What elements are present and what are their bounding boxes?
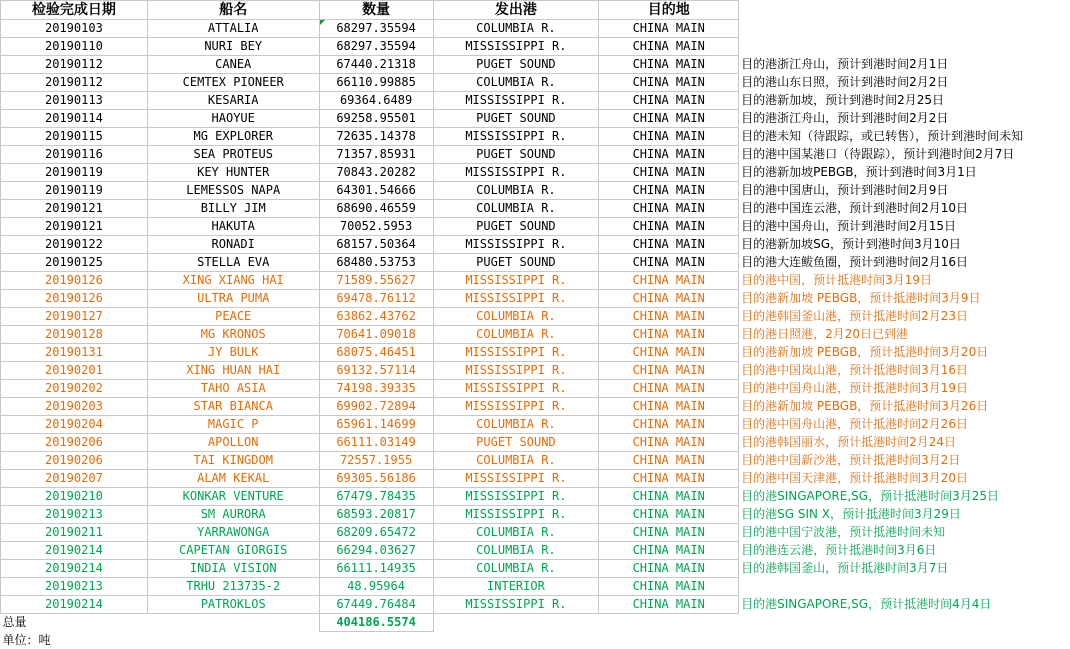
cell-note[interactable]: 目的港新加坡，预计到港时间2月25日 (741, 93, 945, 107)
cell-note[interactable]: 目的港中国舟山港，预计抵港时间3月19日 (741, 381, 969, 395)
cell-qty[interactable]: 66111.03149 (319, 434, 433, 452)
table-row (1, 470, 1070, 488)
cell-date[interactable]: 20190202 (1, 380, 148, 398)
table-row (1, 380, 1070, 398)
total-empty-cell[interactable] (433, 614, 599, 632)
total-empty-cell[interactable] (599, 614, 739, 632)
cell-port[interactable]: MISSISSIPPI R. (433, 470, 599, 488)
cell-ship[interactable]: MAGIC P (147, 416, 319, 434)
cell-qty[interactable]: 69305.56186 (319, 470, 433, 488)
cell-ship[interactable]: APOLLON (147, 434, 319, 452)
header-qty[interactable]: 数量 (319, 1, 433, 20)
cell-port[interactable]: INTERIOR (433, 578, 599, 596)
cell-note[interactable]: 目的港SINGAPORE,SG，预计抵港时间4月4日 (741, 597, 992, 611)
cell-ship[interactable]: LEMESSOS NAPA (147, 182, 319, 200)
cell-date[interactable]: 20190110 (1, 38, 148, 56)
cell-date[interactable]: 20190201 (1, 362, 148, 380)
cell-port[interactable]: MISSISSIPPI R. (433, 236, 599, 254)
cell-date[interactable]: 20190116 (1, 146, 148, 164)
cell-ship[interactable]: STAR BIANCA (147, 398, 319, 416)
cell-date[interactable]: 20190213 (1, 578, 148, 596)
cell-ship[interactable]: SEA PROTEUS (147, 146, 319, 164)
cell-date[interactable]: 20190211 (1, 524, 148, 542)
cell-date[interactable]: 20190125 (1, 254, 148, 272)
cell-dest[interactable]: CHINA MAIN (599, 524, 739, 542)
cell-qty[interactable]: 74198.39335 (319, 380, 433, 398)
cell-ship[interactable]: ULTRA PUMA (147, 290, 319, 308)
cell-port[interactable]: MISSISSIPPI R. (433, 38, 599, 56)
cell-ship[interactable]: TRHU 213735-2 (147, 578, 319, 596)
table-row (1, 182, 1070, 200)
cell-date[interactable]: 20190127 (1, 308, 148, 326)
table-row (1, 308, 1070, 326)
cell-dest[interactable]: CHINA MAIN (599, 398, 739, 416)
cell-port[interactable]: PUGET SOUND (433, 434, 599, 452)
cell-dest[interactable]: CHINA MAIN (599, 92, 739, 110)
table-row (1, 596, 1070, 614)
cell-dest[interactable]: CHINA MAIN (599, 290, 739, 308)
cell-ship[interactable]: RONADI (147, 236, 319, 254)
cell-ship[interactable]: BILLY JIM (147, 200, 319, 218)
cell-qty[interactable]: 68209.65472 (319, 524, 433, 542)
cell-qty[interactable]: 67440.21318 (319, 56, 433, 74)
table-row (1, 218, 1070, 236)
cell-qty[interactable]: 69258.95501 (319, 110, 433, 128)
cell-note[interactable]: 目的港新加坡PEBGB，预计到港时间3月1日 (741, 165, 977, 179)
cell-qty[interactable]: 72557.1955 (319, 452, 433, 470)
cell-port[interactable]: MISSISSIPPI R. (433, 128, 599, 146)
cell-port[interactable]: COLUMBIA R. (433, 542, 599, 560)
cell-note[interactable] (739, 38, 1070, 56)
cell-ship[interactable]: TAI KINGDOM (147, 452, 319, 470)
table-row (1, 560, 1070, 578)
cell-date[interactable]: 20190112 (1, 56, 148, 74)
table-row (1, 542, 1070, 560)
cell-date[interactable]: 20190126 (1, 272, 148, 290)
table-row (1, 200, 1070, 218)
table-row (1, 56, 1070, 74)
cell-date[interactable]: 20190206 (1, 434, 148, 452)
table-row (1, 254, 1070, 272)
cell-ship[interactable]: INDIA VISION (147, 560, 319, 578)
cell-ship[interactable]: ATTALIA (147, 20, 319, 38)
cell-ship[interactable]: XING XIANG HAI (147, 272, 319, 290)
table-row (1, 488, 1070, 506)
cell-date[interactable]: 20190207 (1, 470, 148, 488)
cell-port[interactable]: MISSISSIPPI R. (433, 488, 599, 506)
cell-qty[interactable]: 70843.20282 (319, 164, 433, 182)
cell-qty[interactable]: 66294.03627 (319, 542, 433, 560)
cell-date[interactable]: 20190131 (1, 344, 148, 362)
cell-qty[interactable]: 69132.57114 (319, 362, 433, 380)
cell-qty[interactable]: 68480.53753 (319, 254, 433, 272)
table-row (1, 92, 1070, 110)
table-row (1, 20, 1070, 38)
cell-note[interactable]: 目的港韩国釜山港，预计抵港时间2月23日 (741, 309, 969, 323)
cell-note[interactable]: 目的港SG SIN X，预计抵港时间3月29日 (741, 507, 961, 521)
cell-date[interactable]: 20190122 (1, 236, 148, 254)
cell-note[interactable]: 目的港中国舟山港，预计抵港时间2月26日 (741, 417, 969, 431)
cell-dest[interactable]: CHINA MAIN (599, 146, 739, 164)
cell-qty[interactable]: 69902.72894 (319, 398, 433, 416)
cell-date[interactable]: 20190210 (1, 488, 148, 506)
cell-dest[interactable]: CHINA MAIN (599, 74, 739, 92)
header-dest[interactable]: 目的地 (599, 1, 739, 20)
cell-note[interactable]: 目的港中国岚山港，预计抵港时间3月16日 (741, 363, 969, 377)
cell-port[interactable]: PUGET SOUND (433, 56, 599, 74)
cell-note[interactable]: 目的港韩国釜山，预计抵港时间3月7日 (741, 561, 949, 575)
cell-date[interactable]: 20190113 (1, 92, 148, 110)
cell-ship[interactable]: TAHO ASIA (147, 380, 319, 398)
cell-dest[interactable]: CHINA MAIN (599, 344, 739, 362)
header-date[interactable]: 检验完成日期 (1, 1, 148, 20)
table-row (1, 452, 1070, 470)
cell-date[interactable]: 20190214 (1, 560, 148, 578)
cell-port[interactable]: MISSISSIPPI R. (433, 164, 599, 182)
cell-date[interactable]: 20190115 (1, 128, 148, 146)
cell-port[interactable]: PUGET SOUND (433, 218, 599, 236)
cell-dest[interactable]: CHINA MAIN (599, 488, 739, 506)
table-row (1, 146, 1070, 164)
cell-note[interactable]: 目的港中国唐山，预计到港时间2月9日 (741, 183, 949, 197)
cell-qty[interactable]: 72635.14378 (319, 128, 433, 146)
cell-note[interactable] (739, 578, 1070, 596)
cell-dest[interactable]: CHINA MAIN (599, 542, 739, 560)
cell-ship[interactable]: KONKAR VENTURE (147, 488, 319, 506)
cell-note[interactable]: 目的港山东日照，预计到港时间2月2日 (741, 75, 949, 89)
cell-port[interactable]: PUGET SOUND (433, 146, 599, 164)
cell-note[interactable]: 目的港未知（待跟踪，或已转售），预计到港时间未知 (741, 129, 1024, 143)
cell-dest[interactable]: CHINA MAIN (599, 110, 739, 128)
cell-port[interactable]: PUGET SOUND (433, 110, 599, 128)
cell-dest[interactable]: CHINA MAIN (599, 200, 739, 218)
cell-dest[interactable]: CHINA MAIN (599, 182, 739, 200)
cell-ship[interactable]: MG KRONOS (147, 326, 319, 344)
cell-qty[interactable]: 69478.76112 (319, 290, 433, 308)
cell-dest[interactable]: CHINA MAIN (599, 326, 739, 344)
cell-date[interactable]: 20190112 (1, 74, 148, 92)
cell-qty[interactable]: 71357.85931 (319, 146, 433, 164)
header-port[interactable]: 发出港 (433, 1, 599, 20)
cell-date[interactable]: 20190203 (1, 398, 148, 416)
cell-port[interactable]: COLUMBIA R. (433, 416, 599, 434)
cell-ship[interactable]: STELLA EVA (147, 254, 319, 272)
cell-dest[interactable]: CHINA MAIN (599, 578, 739, 596)
cell-qty[interactable]: 70052.5953 (319, 218, 433, 236)
cell-ship[interactable]: KESARIA (147, 92, 319, 110)
cell-date[interactable]: 20190128 (1, 326, 148, 344)
cell-date[interactable]: 20190119 (1, 164, 148, 182)
cell-date[interactable]: 20190121 (1, 200, 148, 218)
cell-qty[interactable]: 64301.54666 (319, 182, 433, 200)
cell-note[interactable]: 目的港中国，预计抵港时间3月19日 (741, 273, 933, 287)
cell-port[interactable]: MISSISSIPPI R. (433, 92, 599, 110)
cell-port[interactable]: COLUMBIA R. (433, 308, 599, 326)
cell-dest[interactable]: CHINA MAIN (599, 272, 739, 290)
cell-port[interactable]: MISSISSIPPI R. (433, 506, 599, 524)
cell-note[interactable]: 目的港韩国丽水，预计抵港时间2月24日 (741, 435, 957, 449)
cell-note[interactable]: 目的港中国连云港，预计到港时间2月10日 (741, 201, 969, 215)
cell-note[interactable]: 目的港大连鲅鱼圈，预计到港时间2月16日 (741, 255, 969, 269)
total-empty-cell[interactable] (739, 614, 1070, 632)
cell-dest[interactable]: CHINA MAIN (599, 20, 739, 38)
cell-date[interactable]: 20190126 (1, 290, 148, 308)
header-row (1, 1, 1070, 20)
table-row (1, 290, 1070, 308)
cell-note[interactable]: 目的港中国天津港，预计抵港时间3月20日 (741, 471, 969, 485)
cell-note[interactable]: 目的港浙江舟山，预计到港时间2月1日 (741, 57, 949, 71)
cell-port[interactable]: COLUMBIA R. (433, 182, 599, 200)
cell-note[interactable]: 目的港中国舟山，预计到港时间2月15日 (741, 219, 957, 233)
cell-ship[interactable]: ALAM KEKAL (147, 470, 319, 488)
cell-dest[interactable]: CHINA MAIN (599, 560, 739, 578)
table-row (1, 398, 1070, 416)
cell-qty[interactable]: 66110.99885 (319, 74, 433, 92)
table-row (1, 362, 1070, 380)
cell-ship[interactable]: XING HUAN HAI (147, 362, 319, 380)
table-row (1, 74, 1070, 92)
cell-ship[interactable]: MG EXPLORER (147, 128, 319, 146)
cell-dest[interactable]: CHINA MAIN (599, 362, 739, 380)
table-row (1, 344, 1070, 362)
cell-port[interactable]: MISSISSIPPI R. (433, 380, 599, 398)
cell-qty[interactable]: 65961.14699 (319, 416, 433, 434)
cell-dest[interactable]: CHINA MAIN (599, 236, 739, 254)
cell-ship[interactable]: CEMTEX PIONEER (147, 74, 319, 92)
cell-date[interactable]: 20190213 (1, 506, 148, 524)
total-label[interactable]: 总量 (2, 615, 27, 630)
cell-qty[interactable]: 67449.76484 (319, 596, 433, 614)
cell-note[interactable] (739, 20, 1070, 38)
total-value[interactable]: 404186.5574 (319, 614, 433, 632)
cell-ship[interactable]: JY BULK (147, 344, 319, 362)
cell-dest[interactable]: CHINA MAIN (599, 380, 739, 398)
cell-note[interactable]: 目的港新加坡SG，预计到港时间3月10日 (741, 237, 961, 251)
cell-date[interactable]: 20190119 (1, 182, 148, 200)
table-row (1, 578, 1070, 596)
table-row (1, 434, 1070, 452)
cell-note[interactable]: 目的港SINGAPORE,SG，预计抵港时间3月25日 (741, 489, 999, 503)
cell-note[interactable]: 目的港新加坡 PEBGB，预计抵港时间3月9日 (741, 291, 981, 305)
cell-port[interactable]: MISSISSIPPI R. (433, 398, 599, 416)
table-row (1, 110, 1070, 128)
cell-dest[interactable]: CHINA MAIN (599, 434, 739, 452)
cell-note[interactable]: 目的港新加坡 PEBGB，预计抵港时间3月26日 (741, 399, 989, 413)
cell-ship[interactable]: PEACE (147, 308, 319, 326)
table-row (1, 236, 1070, 254)
cell-dest[interactable]: CHINA MAIN (599, 254, 739, 272)
cell-note[interactable]: 目的港中国某港口（待跟踪），预计到港时间2月7日 (741, 147, 1015, 161)
cell-qty[interactable]: 69364.6489 (319, 92, 433, 110)
cell-qty[interactable]: 68297.35594 (319, 38, 433, 56)
cell-note[interactable]: 目的港中国新沙港，预计抵港时间3月2日 (741, 453, 961, 467)
cell-date[interactable]: 20190204 (1, 416, 148, 434)
cell-date[interactable]: 20190206 (1, 452, 148, 470)
cell-port[interactable]: COLUMBIA R. (433, 200, 599, 218)
table-row (1, 38, 1070, 56)
cell-port[interactable]: MISSISSIPPI R. (433, 596, 599, 614)
cell-note[interactable]: 目的港新加坡 PEBGB，预计抵港时间3月20日 (741, 345, 989, 359)
cell-date[interactable]: 20190214 (1, 542, 148, 560)
cell-ship[interactable]: HAKUTA (147, 218, 319, 236)
cell-dest[interactable]: CHINA MAIN (599, 452, 739, 470)
cell-date[interactable]: 20190114 (1, 110, 148, 128)
cell-dest[interactable]: CHINA MAIN (599, 596, 739, 614)
cell-qty[interactable]: 70641.09018 (319, 326, 433, 344)
cell-port[interactable]: PUGET SOUND (433, 254, 599, 272)
cell-port[interactable]: COLUMBIA R. (433, 326, 599, 344)
cell-ship[interactable]: CAPETAN GIORGIS (147, 542, 319, 560)
cell-dest[interactable]: CHINA MAIN (599, 506, 739, 524)
unit-label[interactable]: 单位：吨 (2, 632, 51, 647)
cell-dest[interactable]: CHINA MAIN (599, 56, 739, 74)
cell-qty[interactable]: 68297.35594 (319, 20, 433, 38)
table-row (1, 326, 1070, 344)
cell-date[interactable]: 20190214 (1, 596, 148, 614)
cell-date[interactable]: 20190103 (1, 20, 148, 38)
total-empty-cell[interactable] (147, 614, 319, 632)
unit-row (1, 632, 1070, 649)
cell-dest[interactable]: CHINA MAIN (599, 416, 739, 434)
cell-qty[interactable]: 68075.46451 (319, 344, 433, 362)
cell-note[interactable]: 目的港日照港，2月20日已到港 (741, 327, 909, 341)
cell-port[interactable]: MISSISSIPPI R. (433, 290, 599, 308)
cell-qty[interactable]: 67479.78435 (319, 488, 433, 506)
cell-qty[interactable]: 68690.46559 (319, 200, 433, 218)
cell-port[interactable]: COLUMBIA R. (433, 20, 599, 38)
cell-port[interactable]: COLUMBIA R. (433, 560, 599, 578)
cell-note[interactable]: 目的港连云港，预计抵港时间3月6日 (741, 543, 937, 557)
cell-port[interactable]: MISSISSIPPI R. (433, 362, 599, 380)
table-row (1, 164, 1070, 182)
table-row (1, 272, 1070, 290)
cell-qty[interactable]: 71589.55627 (319, 272, 433, 290)
cell-ship[interactable]: NURI BEY (147, 38, 319, 56)
cell-date[interactable]: 20190121 (1, 218, 148, 236)
cell-dest[interactable]: CHINA MAIN (599, 164, 739, 182)
cell-port[interactable]: MISSISSIPPI R. (433, 272, 599, 290)
total-row (1, 614, 1070, 632)
cell-port[interactable]: COLUMBIA R. (433, 452, 599, 470)
cell-ship[interactable]: PATROKLOS (147, 596, 319, 614)
table-row (1, 416, 1070, 434)
cell-dest[interactable]: CHINA MAIN (599, 128, 739, 146)
cell-qty[interactable]: 68157.50364 (319, 236, 433, 254)
cell-ship[interactable]: HAOYUE (147, 110, 319, 128)
header-note[interactable] (739, 1, 1070, 20)
cell-ship[interactable]: CANEA (147, 56, 319, 74)
cell-dest[interactable]: CHINA MAIN (599, 218, 739, 236)
table-row (1, 128, 1070, 146)
cell-ship[interactable]: YARRAWONGA (147, 524, 319, 542)
cell-port[interactable]: MISSISSIPPI R. (433, 344, 599, 362)
table-row (1, 506, 1070, 524)
header-ship[interactable]: 船名 (147, 1, 319, 20)
cell-dest[interactable]: CHINA MAIN (599, 38, 739, 56)
cell-note[interactable]: 目的港中国宁波港，预计抵港时间未知 (741, 525, 946, 539)
cell-qty[interactable]: 63862.43762 (319, 308, 433, 326)
cell-ship[interactable]: KEY HUNTER (147, 164, 319, 182)
cell-qty[interactable]: 66111.14935 (319, 560, 433, 578)
cell-ship[interactable]: SM AURORA (147, 506, 319, 524)
cell-qty[interactable]: 48.95964 (319, 578, 433, 596)
cell-port[interactable]: COLUMBIA R. (433, 524, 599, 542)
cell-note[interactable]: 目的港浙江舟山，预计到港时间2月2日 (741, 111, 949, 125)
cell-port[interactable]: COLUMBIA R. (433, 74, 599, 92)
cell-qty[interactable]: 68593.20817 (319, 506, 433, 524)
cell-dest[interactable]: CHINA MAIN (599, 308, 739, 326)
cell-dest[interactable]: CHINA MAIN (599, 470, 739, 488)
table-row (1, 524, 1070, 542)
